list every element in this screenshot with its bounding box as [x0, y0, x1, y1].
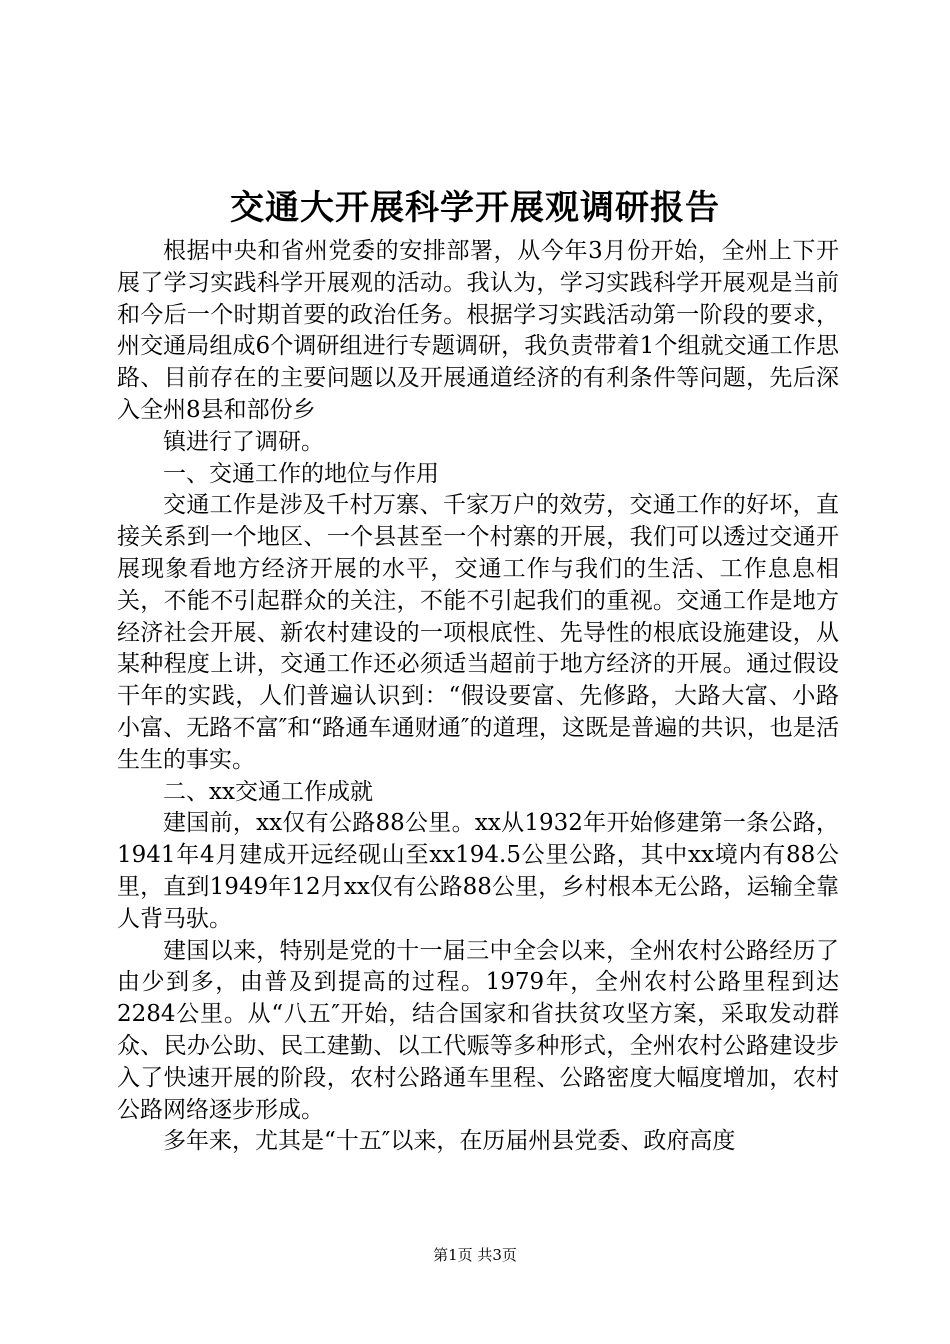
page-footer: 第1页 共3页	[433, 1246, 517, 1264]
section-heading-2: 二、xx交通工作成就	[163, 778, 373, 805]
document-body	[117, 236, 839, 1158]
document-title: 交通大开展科学开展观调研报告	[230, 188, 720, 228]
paragraph-before-founding: 建国前，xx仅有公路88公里。xx从1932年开始修建第一条公路，1941年4月建成开远经砚山至xx194.5公里公路，其中xx境内有88公里，直到1949年12月xx仅有公路88公里，乡村根本无公路，运输全靠人背马驮。	[117, 810, 839, 932]
paragraph-intro: 根据中央和省州党委的安排部署，从今年3月份开始，全州上下开展了学习实践科学开展观的活动。我认为，学习实践科学开展观是当前和今后一个时期首要的政治任务。根据学习实践活动第一阶段的要求，州交通局组成6个调研组进行专题调研，我负责带着1个组就交通工作思路、目前存在的主要问题以及开展通道经济的有利条件等问题，先后深入全州8县和部份乡	[117, 238, 839, 423]
section-heading-1: 一、交通工作的地位与作用	[163, 460, 439, 487]
paragraph-recent-years: 多年来，尤其是“十五″以来，在历届州县党委、政府高度	[163, 1128, 736, 1155]
paragraph-role-of-transport: 交通工作是涉及千村万寨、千家万户的效劳，交通工作的好坏，直接关系到一个地区、一个县甚至一个村寨的开展，我们可以透过交通开展现象看地方经济开展的水平，交通工作与我们的生活、工作息息相关，不能不引起群众的关注，不能不引起我们的重视。交通工作是地方经济社会开展、新农村建设的一项根底性、先导性的根底设施建设，从某种程度上讲，交通工作还必须适当超前于地方经济的开展。通过假设干年的实践，人们普遍认识到：“假设要富、先修路，大路大富、小路小富、无路不富″和“路通车通财通″的道理，这既是普遍的共识，也是活生生的事实。	[117, 492, 839, 773]
paragraph-intro-continued: 镇进行了调研。	[163, 428, 324, 455]
paragraph-since-founding: 建国以来，特别是党的十一届三中全会以来，全州农村公路经历了由少到多，由普及到提高的过程。1979年，全州农村公路里程到达2284公里。从“八五″开始，结合国家和省扶贫攻坚方案，采取发动群众、民办公助、民工建勤、以工代赈等多种形式，全州农村公路建设步入了快速开展的阶段，农村公路通车里程、公路密度大幅度增加，农村公路网络逐步形成。	[117, 937, 839, 1123]
